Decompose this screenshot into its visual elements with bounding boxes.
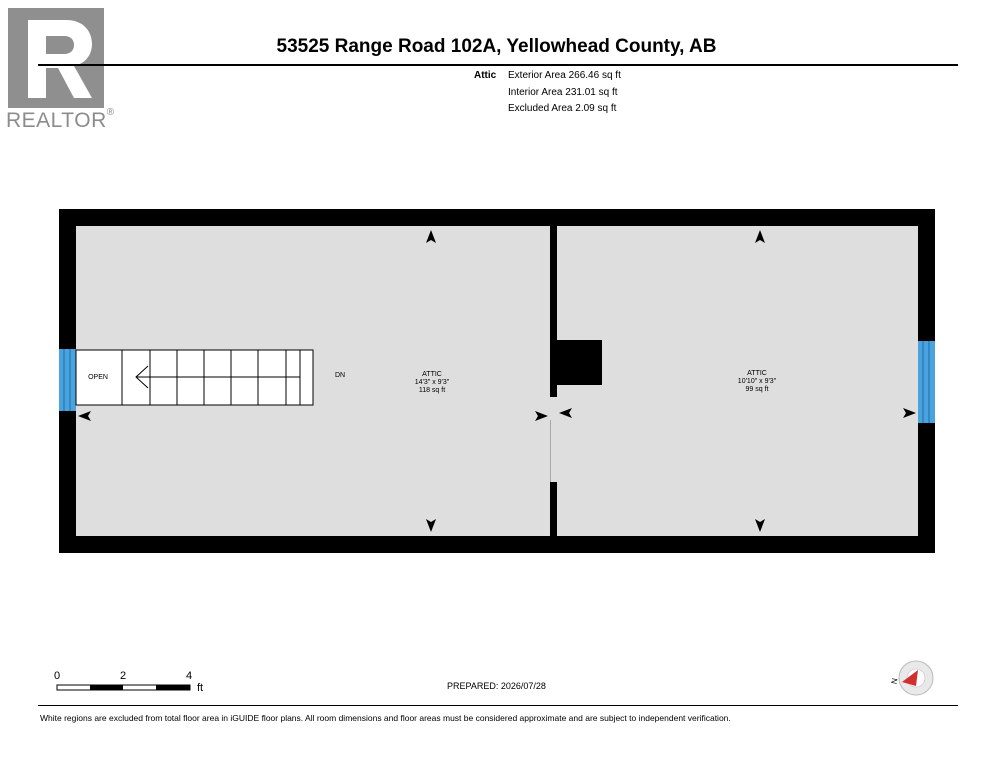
- scale-tick-4: 4: [186, 670, 193, 682]
- room-dims-left: 14'3" x 9'3": [414, 379, 450, 386]
- room-area-right: 99 sq ft: [745, 386, 769, 393]
- compass-icon: [899, 661, 933, 695]
- room-name-right: ATTIC: [747, 370, 767, 377]
- realtor-logo-text: REALTOR®: [6, 107, 115, 132]
- prepared-date: PREPARED: 2026/07/28: [447, 681, 546, 691]
- footer-divider: [38, 705, 958, 706]
- scale-unit: ft: [197, 682, 204, 694]
- interior-area: Interior Area 231.01 sq ft: [508, 87, 618, 98]
- room-name-left: ATTIC: [422, 371, 442, 378]
- room-dims-right: 10'10" x 9'3": [737, 378, 777, 385]
- scale-bar: [57, 685, 190, 690]
- chimney-block: [555, 340, 602, 385]
- page-title: 53525 Range Road 102A, Yellowhead County, AB: [276, 36, 717, 57]
- stair-direction-label: DN: [334, 372, 346, 379]
- stair: [76, 350, 313, 405]
- scale-tick-2: 2: [120, 670, 127, 682]
- scale-tick-0: 0: [54, 670, 61, 682]
- area-level-label: Attic: [474, 70, 497, 81]
- exterior-area: Exterior Area 266.46 sq ft: [508, 70, 621, 81]
- room-area-left: 118 sq ft: [418, 387, 446, 394]
- window-left: [59, 349, 76, 411]
- window-right: [918, 341, 935, 423]
- excluded-area: Excluded Area 2.09 sq ft: [508, 103, 617, 114]
- disclaimer-text: White regions are excluded from total floor area in iGUIDE floor plans. All room dimensions and floor areas must be considered approximate and are subject to independent verification.: [40, 713, 731, 723]
- stair-open-label: OPEN: [88, 374, 108, 381]
- compass-north-label: N: [889, 677, 900, 685]
